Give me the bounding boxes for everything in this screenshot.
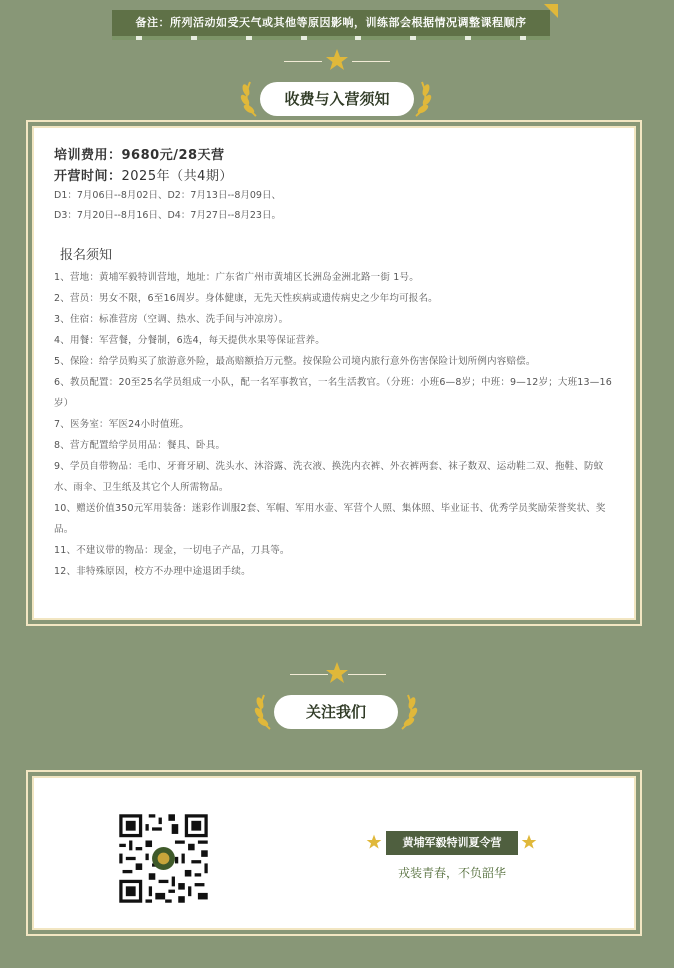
- banner-dash-decoration: [112, 36, 550, 40]
- laurel-left-icon: [240, 78, 262, 118]
- open-time-value: 2025年（共4期）: [121, 169, 233, 184]
- registration-item: 4、用餐：军营餐，分餐制，6选4，每天提供水果等保证营养。: [54, 335, 325, 346]
- qr-code[interactable]: [116, 811, 211, 906]
- star-icon: [366, 834, 382, 850]
- section-title-fees: 收费与入营须知: [260, 82, 414, 116]
- follow-box: [32, 776, 636, 930]
- fee-label: 培训费用：: [54, 148, 122, 163]
- open-time-label: 开营时间：: [54, 169, 122, 184]
- top-note-banner: [112, 10, 550, 36]
- fee-value: 9680元/28天营: [121, 148, 225, 163]
- session-dates-2: D3：7月20日--8月16日、D4：7月27日--8月23日。: [54, 210, 281, 221]
- star-icon: [325, 661, 349, 685]
- registration-item: 8、营方配置给学员用品：餐具、卧具。: [54, 440, 226, 451]
- open-time-row: [54, 165, 614, 184]
- divider-right: [348, 674, 386, 675]
- registration-item: 12、非特殊原因，校方不办理中途退团手续。: [54, 566, 251, 577]
- registration-item: 9、学员自带物品：毛巾、牙膏牙刷、洗头水、沐浴露、洗衣液、换洗内衣裤、外衣裤两套、袜子数双、运动鞋二双、拖鞋、防蚊水、雨伞、卫生纸及其它个人所需物品。: [54, 461, 604, 493]
- registration-item: 6、教员配置：20至25名学员组成一小队，配一名军事教官，一名生活教官。（分班：小班6—8岁；中班：9—12岁；大班13—16岁）: [54, 377, 612, 409]
- section-header-fees: [0, 48, 674, 128]
- laurel-right-icon: [410, 78, 432, 118]
- registration-item: 2、营员：男女不限，6至16周岁。身体健康，无先天性疾病或遗传病史之少年均可报名。: [54, 293, 438, 304]
- section-title-follow: 关注我们: [274, 695, 398, 729]
- divider-right: [352, 61, 390, 62]
- laurel-left-icon: [254, 691, 276, 731]
- star-icon: [325, 48, 349, 72]
- fee-row: [54, 144, 614, 163]
- registration-item: 11、不建议带的物品：现金，一切电子产品，刀具等。: [54, 545, 290, 556]
- brand-tag: 黄埔军毅特训夏令营: [386, 831, 518, 855]
- registration-title: 报名须知: [60, 248, 113, 263]
- session-dates-1: D1：7月06日--8月02日、D2：7月13日--8月09日、: [54, 190, 281, 201]
- divider-left: [290, 674, 328, 675]
- registration-item: 7、医务室：军医24小时值班。: [54, 419, 190, 430]
- star-icon: [521, 834, 537, 850]
- divider-left: [284, 61, 322, 62]
- registration-item: 1、营地：黄埔军毅特训营地，地址：广东省广州市黄埔区长洲岛金洲北路一街 1号。: [54, 272, 419, 283]
- registration-item: 5、保险：给学员购买了旅游意外险，最高赔额拾万元整。按保险公司境内旅行意外伤害保险计划所例内容赔偿。: [54, 356, 536, 367]
- top-note-text: 备注：所列活动如受天气或其他等原因影响，训练部会根据情况调整课程顺序: [135, 16, 527, 29]
- laurel-right-icon: [396, 691, 418, 731]
- slogan: 戎装青春，不负韶华: [397, 866, 506, 880]
- registration-item: 10、赠送价值350元军用装备：迷彩作训服2套、军帽、军用水壶、军营个人照、集体照、毕业证书、优秀学员奖励荣誉奖状、奖品。: [54, 503, 606, 535]
- fees-info-box: [32, 126, 636, 620]
- registration-item: 3、住宿：标准营房（空调、热水、洗手间与冲凉房）。: [54, 314, 289, 325]
- section-header-follow: [0, 661, 674, 741]
- banner-corner-decoration: [544, 4, 558, 18]
